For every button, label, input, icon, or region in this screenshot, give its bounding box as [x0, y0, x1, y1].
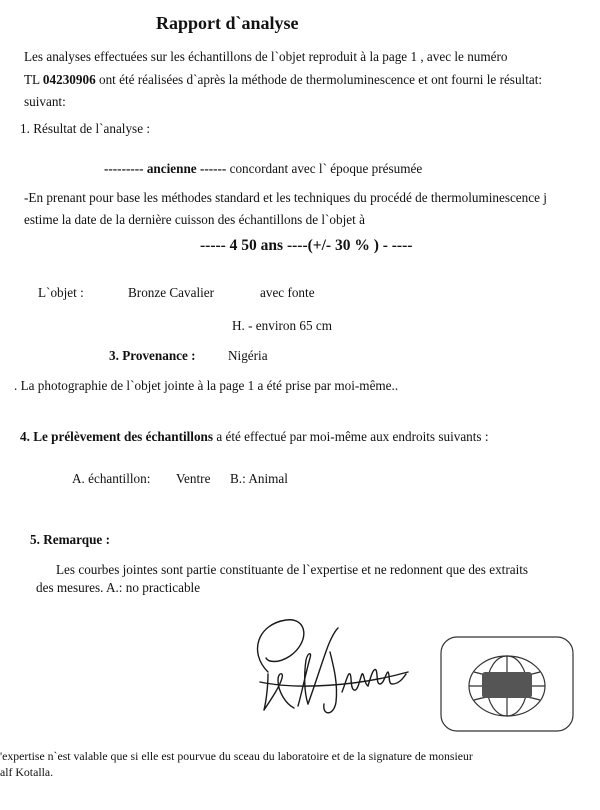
tl-number: 04230906 [42, 72, 96, 87]
intro-line-2-suffix: ont été réalisées d`après la méthode de thermoluminescence et ont fourni le résultat: [95, 72, 543, 87]
method-line-1: -En prenant pour base les méthodes standard et les techniques du procédé de thermoluminescence j [24, 190, 547, 205]
intro-tl-prefix: TL [24, 72, 43, 87]
intro-line-2 [24, 72, 542, 88]
samples-label: A. échantillon: [72, 471, 151, 486]
signature-image [238, 612, 414, 718]
photo-note: . La photographie de l`objet jointe à la page 1 a été prise par moi-même.. [14, 378, 399, 393]
result-line [104, 161, 422, 177]
intro-line-1: Les analyses effectuées sur les échantillons de l`objet reproduit à la page 1 , avec le numéro [24, 49, 508, 64]
provenance-value: Nigéria [228, 348, 268, 363]
intro-line-3: suivant: [24, 94, 66, 109]
footer-note-line-1: 'expertise n`est valable que si elle est pourvue du sceau du laboratoire et de la signature de monsieur [0, 749, 473, 763]
section4-heading: 4. Le prélèvement des échantillons [20, 429, 214, 444]
dating-result: ----- 4 50 ans ----(+/- 30 % ) - ---- [200, 237, 413, 254]
section4-text: a été effectué par moi-même aux endroits suivants : [213, 429, 489, 444]
object-height: H. - environ 65 cm [232, 318, 332, 333]
footer-note-line-2: alf Kotalla. [0, 765, 54, 779]
section5-heading: 5. Remarque : [30, 532, 110, 547]
object-name: Bronze Cavalier [128, 285, 215, 300]
result-ancienne: --------- ancienne ------ [104, 161, 227, 176]
method-line-2: estime la date de la dernière cuisson des échantillons de l`objet à [24, 212, 365, 227]
remark-line-1: Les courbes jointes sont partie constituante de l`expertise et ne redonnent que des extraits [56, 562, 529, 577]
section1-heading: 1. Résultat de l`analyse : [20, 121, 151, 136]
sample-b: B.: Animal [230, 471, 288, 486]
laboratory-stamp-image [438, 634, 576, 734]
object-label: L`objet : [38, 285, 84, 300]
sample-a: Ventre [176, 471, 211, 486]
remark-line-2: des mesures. A.: no practicable [36, 580, 201, 595]
document-title: Rapport d`analyse [156, 13, 299, 33]
section4-line [20, 429, 489, 445]
provenance-label: 3. Provenance : [109, 348, 196, 363]
result-concordant: concordant avec l` époque présumée [226, 161, 423, 176]
object-detail: avec fonte [260, 285, 315, 300]
